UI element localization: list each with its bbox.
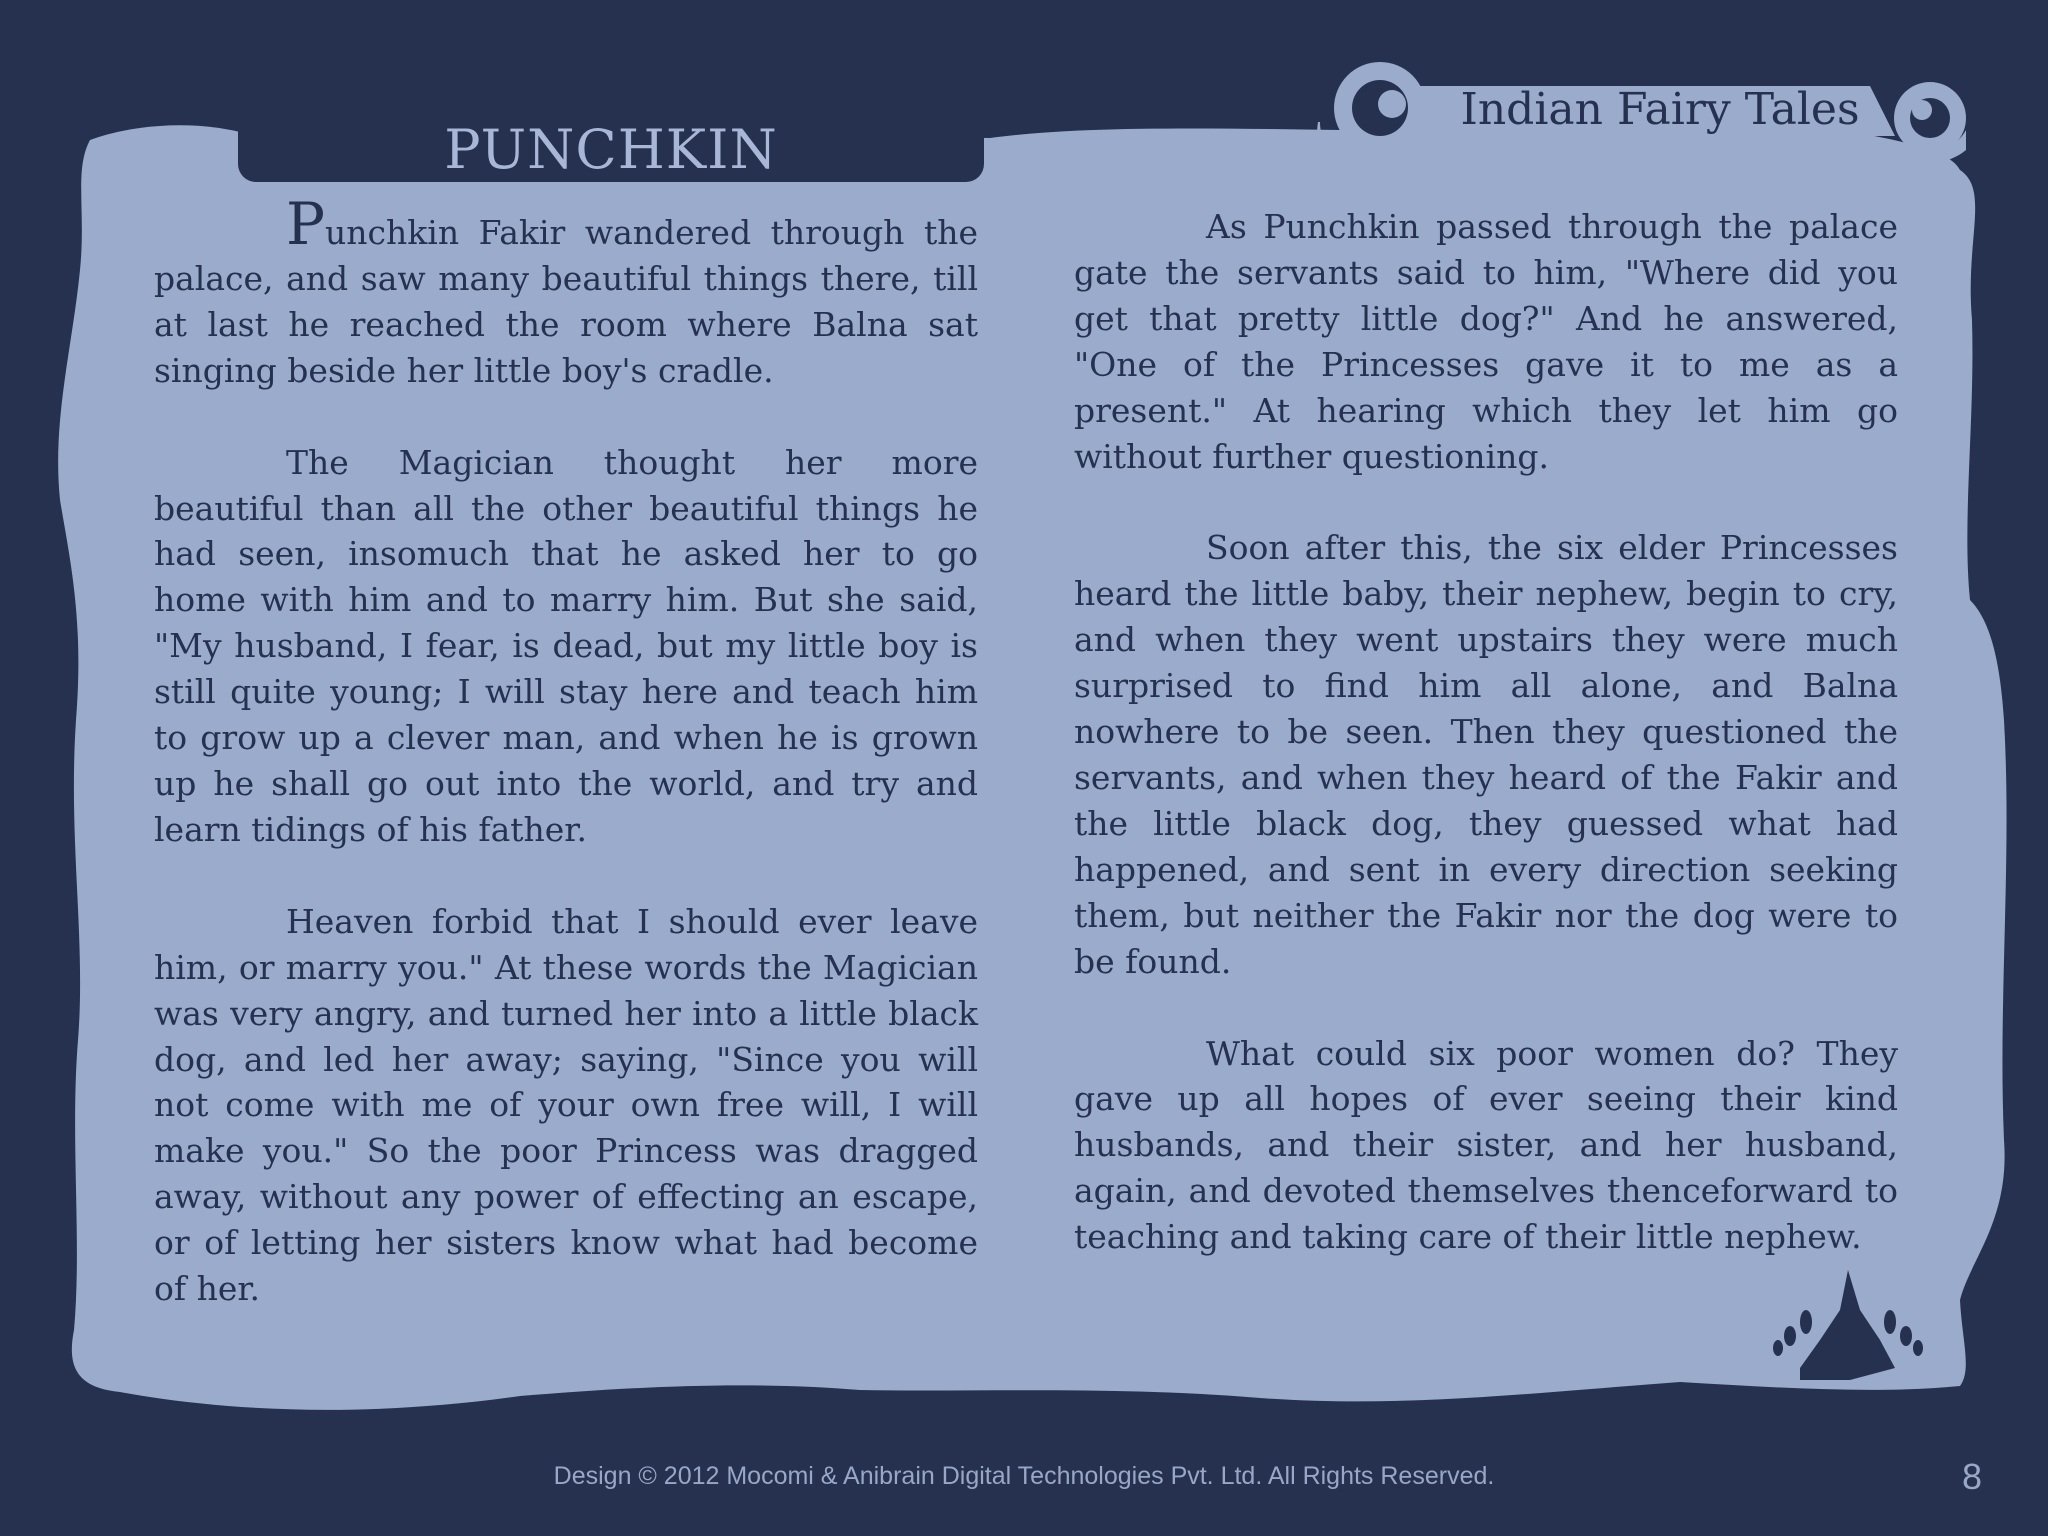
left-column: [154, 190, 978, 1358]
copyright-footer: Design © 2012 Mocomi & Anibrain Digital Technologies Pvt. Ltd. All Rights Reserved.: [553, 1462, 1495, 1490]
paragraph-text: unchkin Fakir wandered through the palace, and saw many beautiful things there, till at last he reached the room where Balna sat singing beside her little boy's cradle.: [154, 213, 978, 390]
page-title: PUNCHKIN: [444, 118, 778, 181]
right-column: [1074, 204, 1898, 1306]
page-number: 8: [1961, 1456, 1982, 1497]
drop-cap: P: [286, 190, 326, 258]
paragraph: The Magician thought her more beautiful than all the other beautiful things he had seen, insomuch that he asked her to go home with him and to marry him. But she said, "My husband, I fear, is dead, but my little boy is still quite young; I will stay here and teach him to grow up a clever man, and when he is grown up he shall go out into the world, and try and learn tidings of his father.: [154, 442, 978, 849]
paragraph: Heaven forbid that I should ever leave him, or marry you." At these words the Magician was very angry, and turned her into a little black dog, and led her away; saying, "Since you will not come with me of your own free will, I will make you." So the poor Princess was dragged away, without any power of effecting an escape, or of letting her sisters know what had become of her.: [154, 901, 978, 1309]
paragraph: [154, 190, 978, 394]
banner-title: Indian Fairy Tales: [1460, 84, 1860, 135]
paragraph: What could six poor women do? They gave up all hopes of ever seeing their kind husbands, and their sister, and her husband, again, and devoted themselves thenceforward to teaching and taking care of their little nephew.: [1074, 1033, 1898, 1257]
paragraph: Soon after this, the six elder Princesses heard the little baby, their nephew, begin to cry, and when they went upstairs they were much surprised to find him all alone, and Balna nowhere to be seen. Then they questioned the servants, and when they heard of the Fakir and the little black dog, they guessed what had happened, and sent in every direction seeking them, but neither the Fakir nor the dog were to be found.: [1074, 528, 1898, 981]
paragraph: As Punchkin passed through the palace gate the servants said to him, "Where did you get that pretty little dog?" And he answered, "One of the Princesses gave it to me as a present." At hearing which they let him go without further questioning.: [1074, 207, 1898, 476]
